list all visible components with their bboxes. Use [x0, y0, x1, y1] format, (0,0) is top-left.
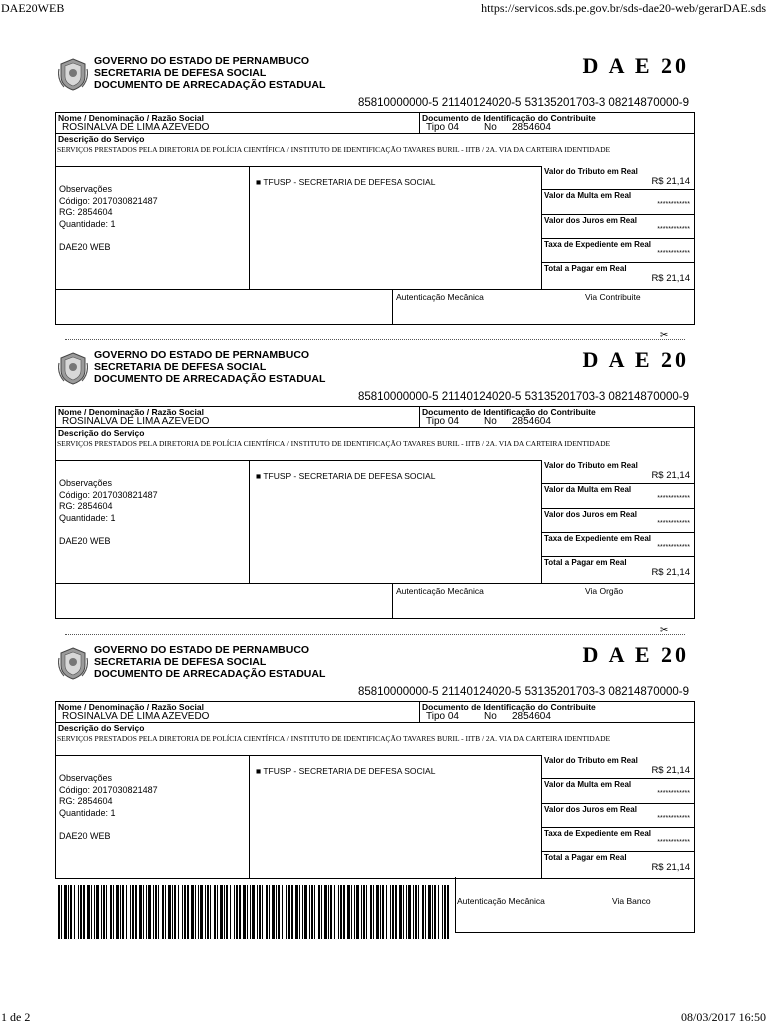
observations [59, 478, 158, 548]
org-line-3: DOCUMENTO DE ARRECADAÇÃO ESTADUAL [94, 79, 326, 91]
docid-label: Documento de Identificação do Contribuite [422, 113, 596, 123]
page-footer-date: 08/03/2017 16:50 [680, 1010, 766, 1024]
taxa-row: Taxa de Expediente em Real ************ [542, 239, 694, 263]
via-label: Via Banco [612, 896, 651, 906]
org-line-2: SECRETARIA DE DEFESA SOCIAL [94, 361, 267, 373]
org-header [94, 644, 325, 680]
service-label: Descrição do Serviço [58, 723, 145, 733]
page-header-title: DAE20WEB [1, 1, 65, 15]
coat-of-arms-icon [58, 351, 88, 385]
valor-multa-row: Valor da Multa em Real ************ [542, 484, 694, 508]
docid-no: No [484, 416, 497, 427]
valor-tributo-row: Valor do Tributo em Real R$ 21,14 [542, 755, 694, 779]
via-label: Via Orgão [585, 586, 624, 596]
obs-rg: RG: 2854604 [59, 207, 113, 217]
obs-rg: RG: 2854604 [59, 501, 113, 511]
scissors-icon: ✂ [660, 625, 669, 636]
docid-no: No [484, 122, 497, 133]
valor-tributo-value: R$ 21,14 [651, 765, 690, 776]
valor-multa-value: ************ [657, 201, 690, 209]
docid-label: Documento de Identificação do Contribuite [422, 407, 596, 417]
valor-juros-value: ************ [657, 814, 690, 822]
valor-tributo-row: Valor do Tributo em Real R$ 21,14 [542, 166, 694, 190]
via-label: Via Contribuite [585, 292, 641, 302]
valor-tributo-value: R$ 21,14 [651, 176, 690, 187]
docid-tipo: Tipo 04 [426, 711, 459, 722]
taxa-row: Taxa de Expediente em Real ************ [542, 533, 694, 557]
service-label: Descrição do Serviço [58, 134, 145, 144]
coat-of-arms-icon [58, 57, 88, 91]
valor-juros-value: ************ [657, 519, 690, 527]
valor-multa-value: ************ [657, 495, 690, 503]
docid-label: Documento de Identificação do Contribuite [422, 702, 596, 712]
obs-dae20web: DAE20 WEB [59, 536, 111, 546]
valor-tributo-value: R$ 21,14 [651, 470, 690, 481]
org-line-1: GOVERNO DO ESTADO DE PERNAMBUCO [94, 55, 310, 67]
obs-dae20web: DAE20 WEB [59, 242, 111, 252]
bullet-icon: ■ [256, 471, 264, 481]
contributor-row [56, 407, 694, 428]
valor-tributo-row: Valor do Tributo em Real R$ 21,14 [542, 460, 694, 484]
total-value: R$ 21,14 [651, 567, 690, 579]
observations [59, 184, 158, 254]
org-line-2: SECRETARIA DE DEFESA SOCIAL [94, 656, 267, 668]
service-label: Descrição do Serviço [58, 428, 145, 438]
org-header [94, 55, 325, 91]
cut-line [65, 339, 685, 340]
auth-label: Autenticação Mecânica [396, 586, 484, 596]
observations [59, 773, 158, 843]
org-header [94, 349, 325, 385]
values-panel [542, 755, 694, 875]
docid-tipo: Tipo 04 [426, 122, 459, 133]
valor-juros-row: Valor dos Juros em Real ************ [542, 215, 694, 239]
name-label: Nome / Denominação / Razão Social [58, 113, 204, 123]
org-line-2: SECRETARIA DE DEFESA SOCIAL [94, 67, 267, 79]
name-label: Nome / Denominação / Razão Social [58, 407, 204, 417]
contributor-row [56, 113, 694, 134]
org-line-3: DOCUMENTO DE ARRECADAÇÃO ESTADUAL [94, 668, 326, 680]
barcode [58, 885, 450, 939]
valor-multa-row: Valor da Multa em Real ************ [542, 779, 694, 803]
cut-line [65, 634, 685, 635]
docid-number: 2854604 [512, 416, 551, 427]
obs-quantidade: Quantidade: 1 [59, 807, 116, 818]
obs-quantidade: Quantidade: 1 [59, 218, 116, 229]
taxa-value: ************ [657, 249, 690, 257]
obs-codigo: Código: 2017030821487 [59, 489, 158, 500]
page-footer-count: 1 de 2 [1, 1010, 31, 1024]
valor-juros-value: ************ [657, 225, 690, 233]
coat-of-arms-icon [58, 646, 88, 680]
valor-juros-row: Valor dos Juros em Real ************ [542, 804, 694, 828]
dae-title: D A E 20 [582, 642, 689, 667]
name-value: ROSINALVA DE LIMA AZEVEDO [62, 122, 210, 133]
obs-codigo: Código: 2017030821487 [59, 195, 158, 206]
dae-title: D A E 20 [582, 347, 689, 372]
valor-multa-value: ************ [657, 790, 690, 798]
valor-multa-row: Valor da Multa em Real ************ [542, 190, 694, 214]
page-header-url: https://servicos.sds.pe.gov.br/sds-dae20-web/gerarDAE.sds [481, 1, 766, 15]
total-row: Total a Pagar em Real R$ 21,14 [544, 264, 690, 285]
total-value: R$ 21,14 [651, 862, 690, 874]
name-value: ROSINALVA DE LIMA AZEVEDO [62, 711, 210, 722]
obs-rg: RG: 2854604 [59, 796, 113, 806]
bullet-icon: ■ [256, 177, 264, 187]
contributor-row [56, 702, 694, 723]
docid-number: 2854604 [512, 711, 551, 722]
taxa-value: ************ [657, 838, 690, 846]
total-value: R$ 21,14 [651, 273, 690, 285]
dae-title: D A E 20 [582, 53, 689, 78]
docid-no: No [484, 711, 497, 722]
total-row: Total a Pagar em Real R$ 21,14 [544, 853, 690, 874]
dae-slip-orgao [55, 347, 695, 637]
obs-codigo: Código: 2017030821487 [59, 784, 158, 795]
auth-label: Autenticação Mecânica [396, 292, 484, 302]
total-row: Total a Pagar em Real R$ 21,14 [544, 558, 690, 579]
tfusp-item: ■ TFUSP - SECRETARIA DE DEFESA SOCIAL [256, 177, 436, 187]
form-box [55, 701, 695, 879]
scissors-icon: ✂ [660, 330, 669, 341]
barcode-digits: 85810000000-5 21140124020-5 53135201703-3 08214870000-9 [357, 97, 689, 109]
values-panel [542, 460, 694, 580]
obs-label: Observações [59, 773, 113, 783]
service-description: SERVIÇOS PRESTADOS PELA DIRETORIA DE POLÍCIA CIENTÍFICA / INSTITUTO DE IDENTIFICAÇÃO TAVARES BURIL - IITB / 2A. VIA DA CARTEIRA IDENTIDADE [57, 734, 611, 743]
valor-juros-row: Valor dos Juros em Real ************ [542, 509, 694, 533]
auth-label: Autenticação Mecânica [457, 896, 545, 906]
name-label: Nome / Denominação / Razão Social [58, 702, 204, 712]
barcode-digits: 85810000000-5 21140124020-5 53135201703-3 08214870000-9 [357, 391, 689, 403]
tfusp-item: ■ TFUSP - SECRETARIA DE DEFESA SOCIAL [256, 471, 436, 481]
org-line-3: DOCUMENTO DE ARRECADAÇÃO ESTADUAL [94, 373, 326, 385]
service-description: SERVIÇOS PRESTADOS PELA DIRETORIA DE POLÍCIA CIENTÍFICA / INSTITUTO DE IDENTIFICAÇÃO TAVARES BURIL - IITB / 2A. VIA DA CARTEIRA IDENTIDADE [57, 145, 611, 154]
name-value: ROSINALVA DE LIMA AZEVEDO [62, 416, 210, 427]
barcode-digits: 85810000000-5 21140124020-5 53135201703-3 08214870000-9 [357, 686, 689, 698]
tfusp-item: ■ TFUSP - SECRETARIA DE DEFESA SOCIAL [256, 766, 436, 776]
values-panel [542, 166, 694, 286]
obs-label: Observações [59, 184, 113, 194]
docid-tipo: Tipo 04 [426, 416, 459, 427]
org-line-1: GOVERNO DO ESTADO DE PERNAMBUCO [94, 349, 310, 361]
obs-dae20web: DAE20 WEB [59, 831, 111, 841]
obs-label: Observações [59, 478, 113, 488]
dae-slip-contribuinte [55, 53, 695, 343]
service-description: SERVIÇOS PRESTADOS PELA DIRETORIA DE POLÍCIA CIENTÍFICA / INSTITUTO DE IDENTIFICAÇÃO TAVARES BURIL - IITB / 2A. VIA DA CARTEIRA IDENTIDADE [57, 439, 611, 448]
taxa-value: ************ [657, 543, 690, 551]
obs-quantidade: Quantidade: 1 [59, 512, 116, 523]
bullet-icon: ■ [256, 766, 264, 776]
taxa-row: Taxa de Expediente em Real ************ [542, 828, 694, 852]
docid-number: 2854604 [512, 122, 551, 133]
org-line-1: GOVERNO DO ESTADO DE PERNAMBUCO [94, 644, 310, 656]
